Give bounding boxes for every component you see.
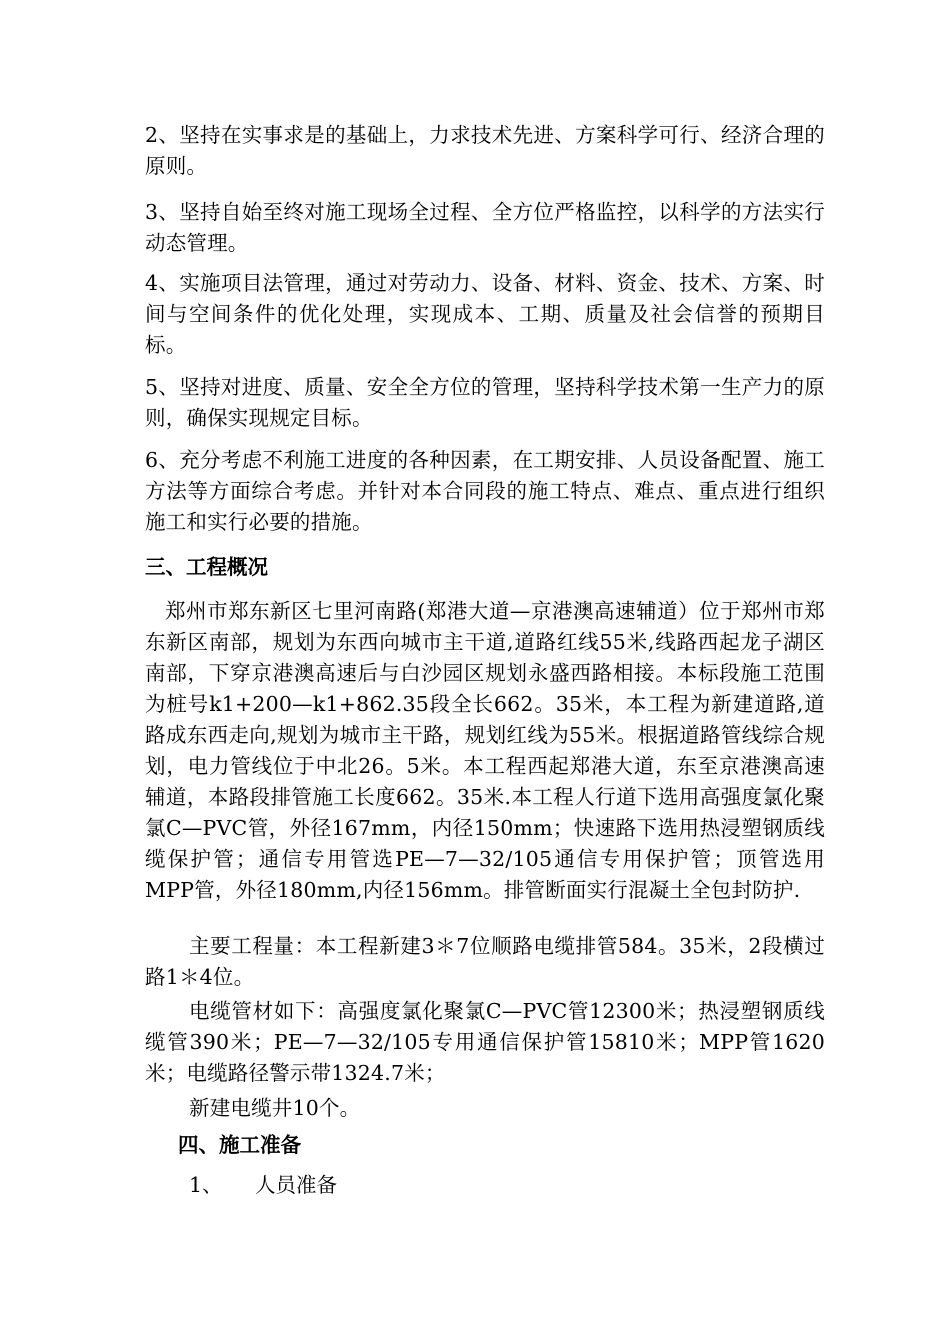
list-item (189, 1170, 337, 1201)
principle-2: 2、坚持在实事求是的基础上，力求技术先进、方案科学可行、经济合理的原则。 (145, 123, 825, 178)
new-wells: 新建电缆井10个。 (189, 1096, 361, 1120)
principle-5: 5、坚持对进度、质量、安全全方位的管理，坚持科学技术第一生产力的原则，确保实现规定目标。 (145, 375, 825, 430)
cable-materials: 电缆管材如下：高强度氯化聚氯C—PVC管12300米；热浸塑钢质线缆管390米；PE—7—32/105专用通信保护管15810米；MPP管1620米；电缆路径警示带1324.7米； (145, 999, 825, 1085)
list-item-number: 1、 (189, 1173, 223, 1197)
principle-4: 4、实施项目法管理，通过对劳动力、设备、材料、资金、技术、方案、时间与空间条件的优化处理，实现成本、工期、质量及社会信誉的预期目标。 (145, 271, 825, 357)
project-overview: 郑州市郑东新区七里河南路(郑港大道—京港澳高速辅道）位于郑州市郑东新区南部，规划为东西向城市主干道,道路红线55米,线路西起龙子湖区南部，下穿京港澳高速后与白沙园区规划永盛西路相接。本标段施工范围为桩号k1+200—k1+862.35段全长662。35米，本工程为新建道路,道路成东西走向,规划为城市主干路，规划红线为55米。根据道路管线综合规划，电力管线位于中北26。5米。本工程西起郑港大道，东至京港澳高速辅道，本路段排管施工长度662。35米.本工程人行道下选用高强度氯化聚氯C—PVC管，外径167mm，内径150mm；快速路下选用热浸塑钢质线缆保护管；通信专用管选PE—7—32/105通信专用保护管；顶管选用MPP管，外径180mm,内径156mm。排管断面实行混凝土全包封防护. (145, 599, 825, 902)
principle-6: 6、充分考虑不利施工进度的各种因素，在工期安排、人员设备配置、施工方法等方面综合考虑。并针对本合同段的施工特点、难点、重点进行组织施工和实行必要的措施。 (145, 448, 825, 534)
section-3-heading: 三、工程概况 (145, 555, 268, 579)
principle-3: 3、坚持自始至终对施工现场全过程、全方位严格监控，以科学的方法实行动态管理。 (145, 200, 825, 255)
main-quantities: 主要工程量：本工程新建3＊7位顺路电缆排管584。35米，2段横过路1＊4位。 (145, 934, 825, 989)
list-item-label: 人员准备 (255, 1173, 337, 1197)
section-4-heading: 四、施工准备 (178, 1133, 301, 1157)
